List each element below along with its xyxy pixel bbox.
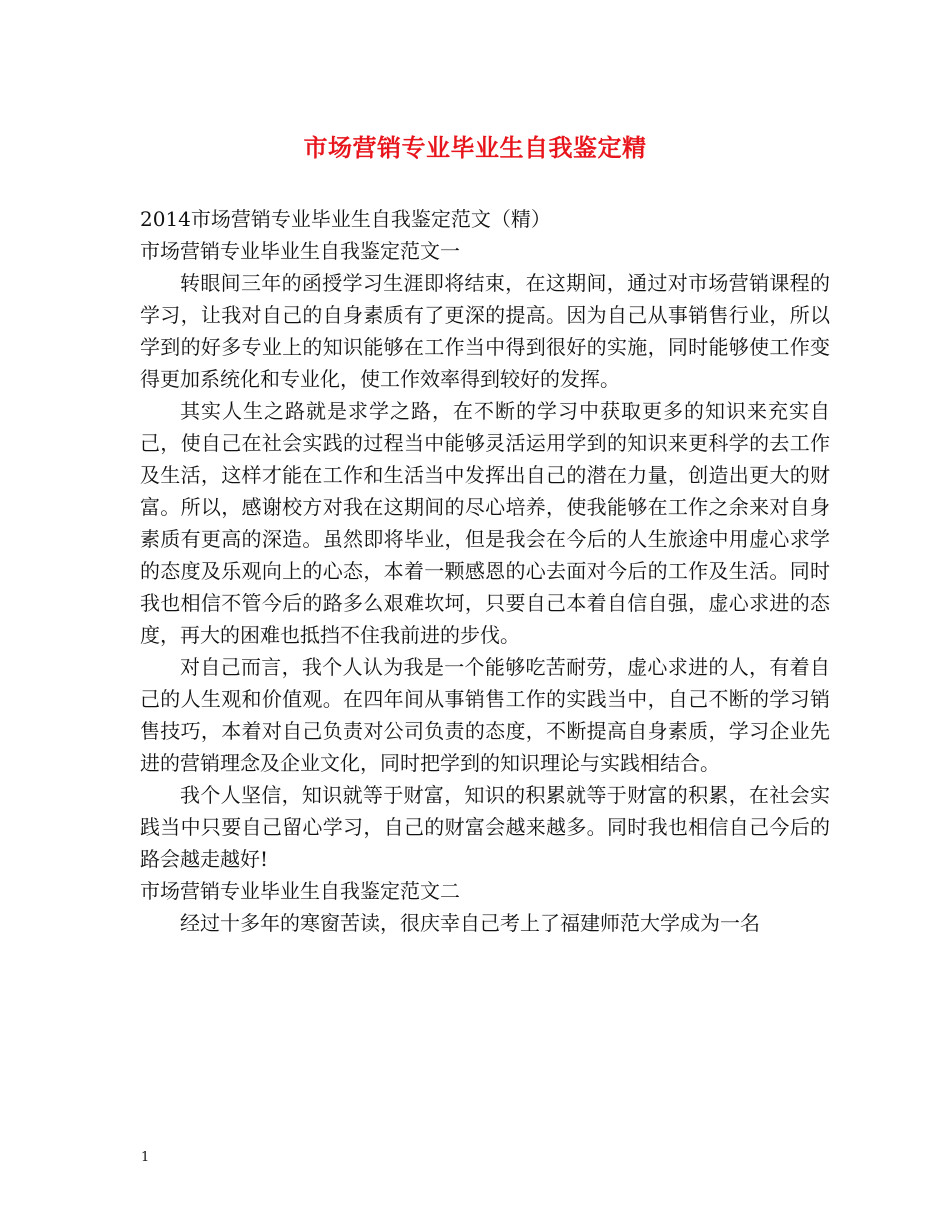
document-body [140,203,830,939]
document-title: 市场营销专业毕业生自我鉴定精 [303,133,647,162]
paragraph-2: 其实人生之路就是求学之路，在不断的学习中获取更多的知识来充实自己，使自己在社会实践的过程当中能够灵活运用学到的知识来更科学的去工作及生活，这样才能在工作和生活当中发挥出自己的潜在力量，创造出更大的财富。所以，感谢校方对我在这期间的尽心培养，使我能够在工作之余来对自身素质有更高的深造。虽然即将毕业，但是我会在今后的人生旅途中用虚心求学的态度及乐观向上的心态，本着一颗感恩的心去面对今后的工作及生活。同时我也相信不管今后的路多么艰难坎坷，只要自己本着自信自强，虚心求进的态度，再大的困难也抵挡不住我前进的步伐。 [140,399,830,647]
section-heading-2: 市场营销专业毕业生自我鉴定范文二 [140,879,460,903]
document-subtitle: 2014市场营销专业毕业生自我鉴定范文（精） [140,207,551,231]
paragraph-5: 经过十多年的寒窗苦读，很庆幸自己考上了福建师范大学成为一名 [180,911,760,935]
paragraph-3: 对自己而言，我个人认为我是一个能够吃苦耐劳，虚心求进的人，有着自己的人生观和价值观。在四年间从事销售工作的实践当中，自己不断的学习销售技巧，本着对自己负责对公司负责的态度，不断提高自身素质，学习企业先进的营销理念及企业文化，同时把学到的知识理论与实践相结合。 [140,655,830,775]
page-number: 1 [141,1150,150,1165]
paragraph-1: 转眼间三年的函授学习生涯即将结束，在这期间，通过对市场营销课程的学习，让我对自己的自身素质有了更深的提高。因为自己从事销售行业，所以学到的好多专业上的知识能够在工作当中得到很好的实施，同时能够使工作变得更加系统化和专业化，使工作效率得到较好的发挥。 [140,271,830,391]
paragraph-4: 我个人坚信，知识就等于财富，知识的积累就等于财富的积累，在社会实践当中只要自己留心学习，自己的财富会越来越多。同时我也相信自己今后的路会越走越好! [140,783,830,871]
section-heading-1: 市场营销专业毕业生自我鉴定范文一 [140,239,460,263]
